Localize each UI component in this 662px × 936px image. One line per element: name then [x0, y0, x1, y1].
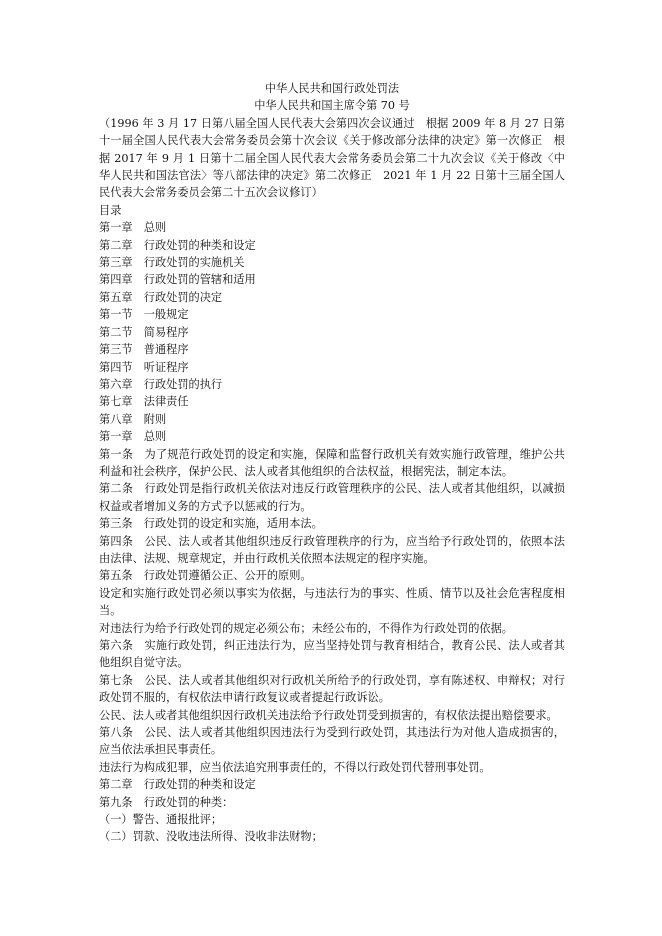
document-title: 中华人民共和国行政处罚法: [264, 82, 400, 95]
article-item: （一）警告、通报批评；: [99, 813, 223, 827]
article-paragraph: 公民、法人或者其他组织因行政机关违法给予行政处罚受到损害的，有权依法提出赔偿要求。: [99, 708, 558, 722]
toc-item: 第六章 行政处罚的执行: [99, 377, 223, 391]
toc-item: 第三章 行政处罚的实施机关: [99, 256, 245, 270]
toc-item: 第七章 法律责任: [99, 395, 189, 409]
chapter-1-articles: [99, 446, 565, 777]
amendment-history: （1996 年 3 月 17 日第八届全国人民代表大会第四次会议通过 根据 2009 年 8 月 27 日第十一届全国人民代表大会常务委员会第十次会议《关于修改部分法律的决定》第一次修正 根据 2017 年 9 月 1 日第十二届全国人民代表大会常务委员会第二十九次会议《关于修改〈中华人民共和国法官法〉等八部法律的决定》第二次修正 2021 年 1 月 22 日第十三届全国人民代表大会常务委员会第二十五次会议修订）: [99, 116, 565, 200]
toc-item: 第八章 附则: [99, 412, 167, 426]
article-paragraph: 第三条 行政处罚的设定和实施，适用本法。: [99, 517, 323, 531]
article-paragraph: 第一条 为了规范行政处罚的设定和实施，保障和监督行政机关有效实施行政管理，维护公共利益和社会秩序，保护公民、法人或者其他组织的合法权益，根据宪法，制定本法。: [99, 447, 565, 478]
article-paragraph: 违法行为构成犯罪，应当依法追究刑事责任的，不得以行政处罚代替刑事处罚。: [99, 760, 491, 774]
toc-item: 第二章 行政处罚的种类和设定: [99, 238, 256, 252]
article-paragraph: 第四条 公民、法人或者其他组织违反行政管理秩序的行为，应当给予行政处罚的，依照本法由法律、法规、规章规定，并由行政机关依照本法规定的程序实施。: [99, 534, 565, 565]
article-paragraph: 第六条 实施行政处罚，纠正违法行为，应当坚持处罚与教育相结合，教育公民、法人或者其他组织自觉守法。: [99, 639, 565, 670]
article-paragraph: 第九条 行政处罚的种类：: [99, 795, 234, 809]
chapter-heading: 第二章 行政处罚的种类和设定: [99, 778, 256, 792]
toc-item: 第一章 总则: [99, 221, 167, 235]
toc-heading: 目录: [99, 203, 122, 217]
decree-number: 中华人民共和国主席令第 70 号: [254, 99, 410, 113]
article-paragraph: 对违法行为给予行政处罚的规定必须公布；未经公布的，不得作为行政处罚的依据。: [99, 621, 513, 635]
article-paragraph: 第七条 公民、法人或者其他组织对行政机关所给予的行政处罚，享有陈述权、申辩权；对行政处罚不服的，有权依法申请行政复议或者提起行政诉讼。: [99, 673, 565, 705]
toc-item: 第二节 简易程序: [99, 325, 189, 339]
article-paragraph: 第五条 行政处罚遵循公正、公开的原则。: [99, 569, 312, 583]
toc-item: 第四章 行政处罚的管辖和适用: [99, 273, 256, 287]
toc-item: 第四节 听证程序: [99, 360, 189, 374]
toc-item: 第一节 一般规定: [99, 308, 189, 322]
article-paragraph: 设定和实施行政处罚必须以事实为依据，与违法行为的事实、性质、情节以及社会危害程度相当。: [99, 586, 565, 618]
toc-item: 第三节 普通程序: [99, 343, 189, 357]
article-paragraph: 第八条 公民、法人或者其他组织因违法行为受到行政处罚，其违法行为对他人造成损害的，应当依法承担民事责任。: [99, 726, 565, 757]
chapter-2-articles: [99, 794, 565, 846]
document-page: [99, 80, 565, 846]
article-item: （二）罚款、没收违法所得、没收非法财物；: [99, 830, 323, 844]
toc-item: 第五章 行政处罚的决定: [99, 290, 223, 304]
article-paragraph: 第二条 行政处罚是指行政机关依法对违反行政管理秩序的公民、法人或者其他组织，以减损权益或者增加义务的方式予以惩戒的行为。: [99, 482, 565, 513]
table-of-contents: [99, 219, 565, 428]
chapter-heading: 第一章 总则: [99, 430, 167, 444]
